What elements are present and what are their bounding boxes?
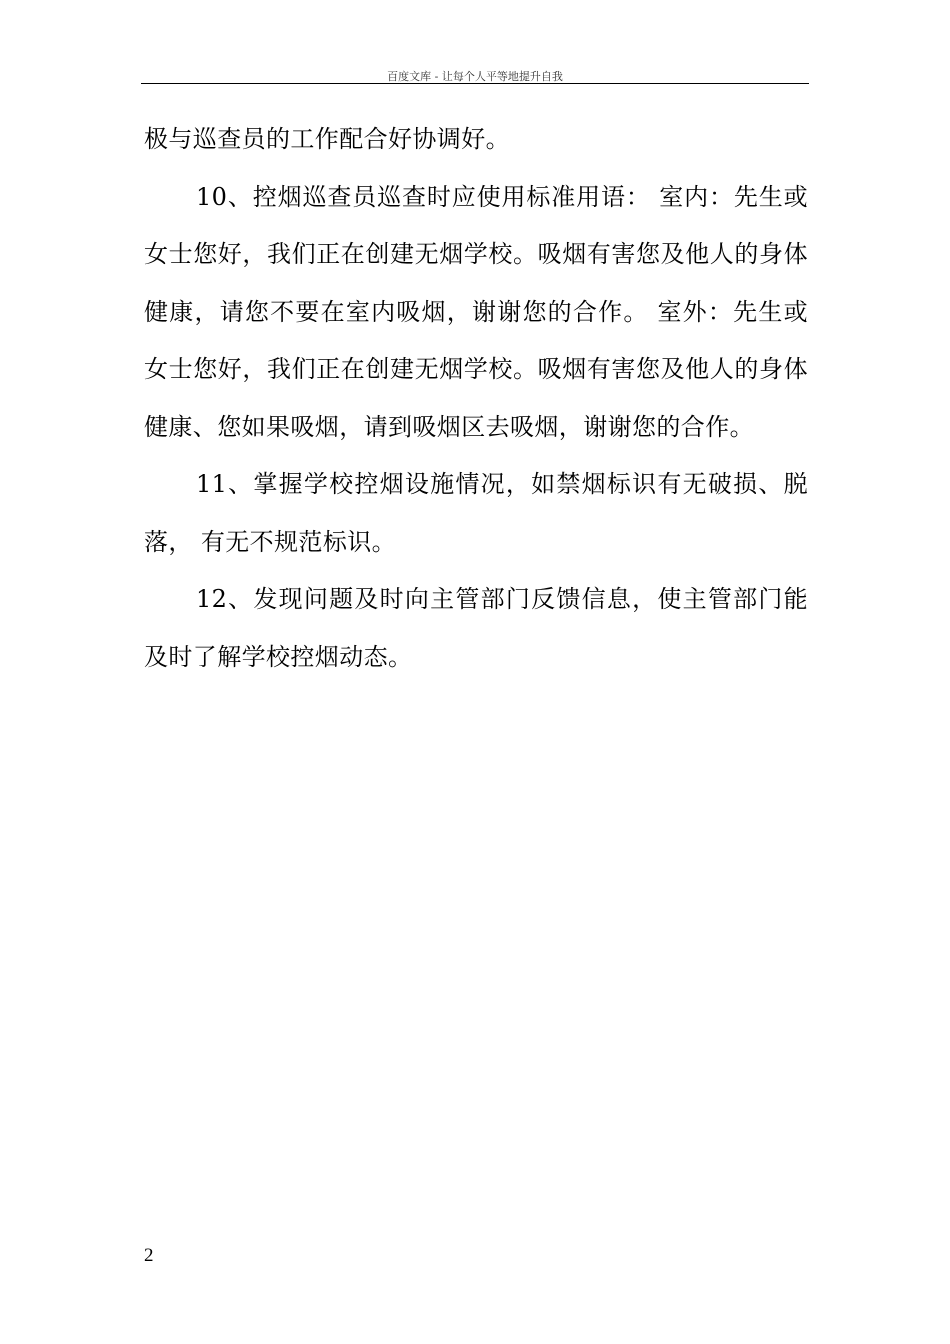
document-body [144,111,808,686]
paragraph-continuation: 极与巡查员的工作配合好协调好。 [144,125,510,153]
paragraph-item-11: 11、掌握学校控烟设施情况，如禁烟标识有无破损、脱落， 有无不规范标识。 [144,470,808,556]
page-header: 百度文库 - 让每个人平等地提升自我 [387,70,563,83]
paragraph-item-12: 12、发现问题及时向主管部门反馈信息，使主管部门能及时了解学校控烟动态。 [144,585,808,671]
page-number: 2 [144,1245,154,1266]
paragraph-item-10: 10、控烟巡查员巡查时应使用标准用语： 室内：先生或女士您好，我们正在创建无烟学校。吸烟有害您及他人的身体健康，请您不要在室内吸烟，谢谢您的合作。 室外：先生或女士您好，我们正在创建无烟学校。吸烟有害您及他人的身体健康、您如果吸烟，请到吸烟区去吸烟，谢谢您的合作。 [144,182,808,441]
header-divider [141,83,809,84]
